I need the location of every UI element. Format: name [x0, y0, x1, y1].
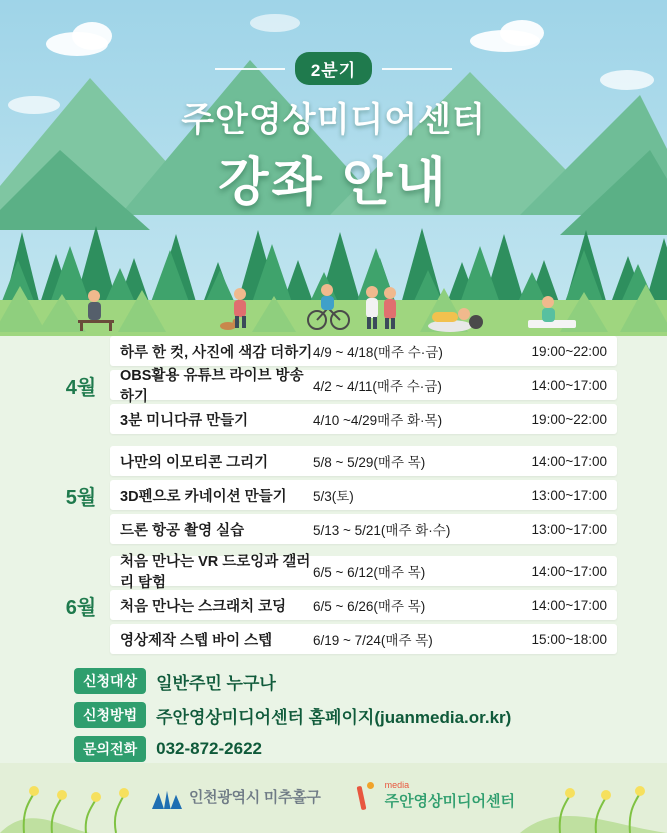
course-name: 3분 미니다큐 만들기 [120, 412, 249, 429]
people-scene [0, 278, 667, 338]
course-date: 6/5 ~ 6/26(매주 목) [313, 599, 426, 614]
media-logo-icon [355, 782, 379, 810]
course-time: 15:00~18:00 [531, 631, 607, 647]
month-label: 6월 [65, 596, 97, 619]
badge-line-left [215, 68, 285, 70]
schedule-table [52, 336, 617, 666]
poster-title-line1: 주안영상미디어센터 [181, 101, 486, 139]
course-name: 하루 한 컷, 사진에 색감 더하기 [120, 344, 313, 361]
month-block [52, 446, 617, 544]
table-row [110, 368, 617, 405]
course-date: 5/13 ~ 5/21(매주 화·수) [313, 523, 451, 538]
course-time: 14:00~17:00 [531, 377, 607, 393]
logo-center-sub: media [384, 780, 410, 790]
course-date: 4/9 ~ 4/18(매주 수·금) [313, 345, 443, 360]
course-name: 3D펜으로 카네이션 만들기 [120, 488, 287, 505]
course-time: 19:00~22:00 [531, 343, 607, 359]
course-time: 14:00~17:00 [531, 597, 607, 613]
course-time: 13:00~17:00 [531, 521, 607, 537]
logo-incheon [152, 783, 321, 809]
month-rows [110, 336, 617, 434]
month-block [52, 556, 617, 654]
table-row [110, 480, 617, 510]
course-date: 6/5 ~ 6/12(매주 목) [313, 565, 426, 580]
course-date: 6/19 ~ 7/24(매주 목) [313, 633, 433, 648]
logo-center-text: 주안영상미디어센터 [384, 793, 515, 810]
table-row [110, 404, 617, 434]
quarter-badge: 2분기 [295, 52, 372, 85]
quarter-badge-wrap [0, 52, 667, 85]
info-value: 일반주민 누구나 [156, 673, 276, 693]
course-name: 처음 만나는 스크래치 코딩 [120, 598, 287, 615]
course-name: 처음 만나는 VR 드로잉과 갤러리 탐험 [120, 554, 311, 591]
table-row [110, 446, 617, 476]
table-row [110, 514, 617, 544]
info-tag: 문의전화 [74, 736, 146, 762]
course-time: 19:00~22:00 [531, 411, 607, 427]
info-tag: 신청대상 [74, 668, 146, 694]
info-row [74, 702, 634, 728]
badge-line-right [382, 68, 452, 70]
info-value: 032-872-2622 [156, 739, 262, 758]
course-time: 14:00~17:00 [531, 563, 607, 579]
course-date: 4/2 ~ 4/11(매주 수·금) [313, 379, 442, 394]
table-row [110, 624, 617, 654]
month-rows [110, 446, 617, 544]
poster-title-line2: 강좌 안내 [218, 154, 449, 212]
table-row [110, 590, 617, 620]
table-row [110, 554, 617, 591]
logo-center-block [385, 781, 515, 811]
course-time: 13:00~17:00 [531, 487, 607, 503]
course-name: 드론 항공 촬영 실습 [120, 522, 245, 539]
info-value[interactable]: 주안영상미디어센터 홈페이지(juanmedia.or.kr) [156, 707, 512, 727]
course-name: 영상제작 스텝 바이 스텝 [120, 632, 273, 649]
course-date: 5/8 ~ 5/29(매주 목) [313, 455, 426, 470]
logo-city-text: 인천광역시 미추홀구 [188, 788, 321, 806]
month-label: 5월 [65, 486, 97, 509]
course-name: 나만의 이모티콘 그리기 [120, 454, 269, 471]
course-date: 5/3(토) [313, 489, 354, 504]
course-name: OBS활용 유튜브 라이브 방송하기 [120, 368, 304, 405]
table-row [110, 336, 617, 366]
month-rows [110, 556, 617, 654]
month-block [52, 336, 617, 434]
footer [0, 781, 667, 811]
month-label: 4월 [65, 376, 97, 399]
logo-juan-media [355, 781, 515, 811]
course-time: 14:00~17:00 [531, 453, 607, 469]
course-date: 4/10 ~4/29매주 화·목) [313, 413, 443, 428]
mountain-logo-icon [152, 783, 182, 809]
info-tag: 신청방법 [74, 702, 146, 728]
info-row [74, 668, 634, 694]
